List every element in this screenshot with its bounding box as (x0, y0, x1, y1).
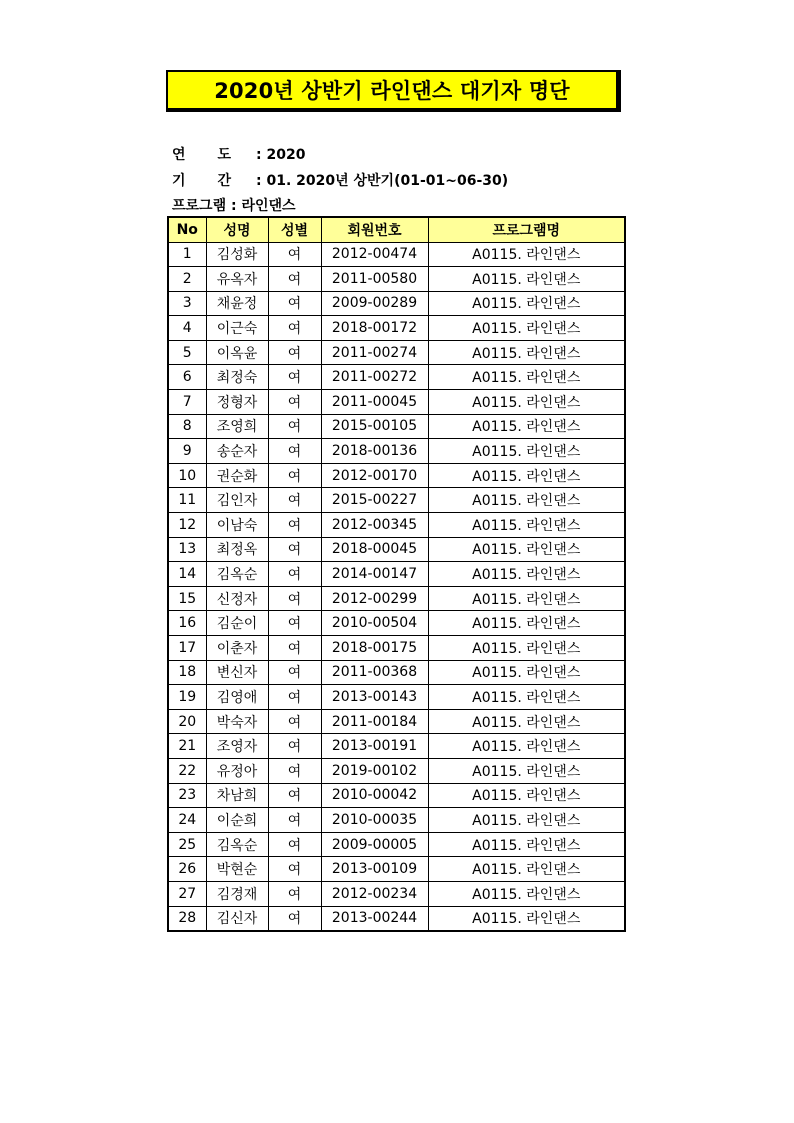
cell-name: 김성화 (206, 242, 268, 267)
cell-gender: 여 (268, 267, 321, 292)
cell-member-id: 2011-00272 (321, 365, 428, 390)
cell-name: 유옥자 (206, 267, 268, 292)
cell-member-id: 2013-00191 (321, 734, 428, 759)
cell-program: A0115. 라인댄스 (428, 906, 625, 931)
cell-member-id: 2018-00136 (321, 439, 428, 464)
cell-no: 22 (168, 758, 206, 783)
cell-member-id: 2019-00102 (321, 758, 428, 783)
table-row (168, 242, 625, 267)
cell-no: 5 (168, 340, 206, 365)
cell-program: A0115. 라인댄스 (428, 611, 625, 636)
cell-name: 신정자 (206, 586, 268, 611)
table-row (168, 709, 625, 734)
table-row (168, 414, 625, 439)
cell-name: 김신자 (206, 906, 268, 931)
header-no: No (168, 217, 206, 242)
cell-no: 26 (168, 857, 206, 882)
cell-name: 변신자 (206, 660, 268, 685)
cell-program: A0115. 라인댄스 (428, 808, 625, 833)
period-label-2: 간 (217, 173, 232, 189)
cell-name: 최정옥 (206, 537, 268, 562)
cell-program: A0115. 라인댄스 (428, 488, 625, 513)
cell-member-id: 2013-00109 (321, 857, 428, 882)
cell-name: 권순화 (206, 463, 268, 488)
table-row (168, 488, 625, 513)
table-row (168, 857, 625, 882)
cell-gender: 여 (268, 881, 321, 906)
table-row (168, 463, 625, 488)
table-row (168, 906, 625, 931)
cell-name: 김경재 (206, 881, 268, 906)
cell-program: A0115. 라인댄스 (428, 881, 625, 906)
cell-gender: 여 (268, 291, 321, 316)
cell-no: 2 (168, 267, 206, 292)
header-member-id: 회원번호 (321, 217, 428, 242)
cell-name: 박현순 (206, 857, 268, 882)
cell-no: 27 (168, 881, 206, 906)
cell-member-id: 2018-00175 (321, 636, 428, 661)
cell-member-id: 2011-00274 (321, 340, 428, 365)
cell-program: A0115. 라인댄스 (428, 562, 625, 587)
table-row (168, 390, 625, 415)
cell-gender: 여 (268, 660, 321, 685)
table-row (168, 832, 625, 857)
cell-gender: 여 (268, 734, 321, 759)
cell-program: A0115. 라인댄스 (428, 439, 625, 464)
table-row (168, 291, 625, 316)
cell-program: A0115. 라인댄스 (428, 685, 625, 710)
cell-no: 23 (168, 783, 206, 808)
table-row (168, 685, 625, 710)
cell-gender: 여 (268, 783, 321, 808)
table-row (168, 636, 625, 661)
cell-gender: 여 (268, 488, 321, 513)
cell-member-id: 2012-00299 (321, 586, 428, 611)
cell-no: 16 (168, 611, 206, 636)
period-value: : 01. 2020년 상반기(01-01~06-30) (256, 173, 509, 189)
cell-program: A0115. 라인댄스 (428, 291, 625, 316)
cell-program: A0115. 라인댄스 (428, 758, 625, 783)
table-row (168, 734, 625, 759)
table-row (168, 267, 625, 292)
cell-member-id: 2012-00345 (321, 513, 428, 538)
cell-program: A0115. 라인댄스 (428, 783, 625, 808)
cell-program: A0115. 라인댄스 (428, 414, 625, 439)
cell-name: 김옥순 (206, 562, 268, 587)
cell-member-id: 2011-00580 (321, 267, 428, 292)
period-label-1: 기 (172, 173, 186, 189)
cell-no: 28 (168, 906, 206, 931)
cell-program: A0115. 라인댄스 (428, 365, 625, 390)
cell-gender: 여 (268, 562, 321, 587)
cell-no: 17 (168, 636, 206, 661)
table-row (168, 660, 625, 685)
waitlist-table (167, 216, 626, 932)
table-row (168, 340, 625, 365)
cell-member-id: 2013-00244 (321, 906, 428, 931)
cell-gender: 여 (268, 390, 321, 415)
cell-gender: 여 (268, 586, 321, 611)
cell-member-id: 2018-00172 (321, 316, 428, 341)
program-label: 프로그램 (172, 198, 227, 214)
header-name: 성명 (206, 217, 268, 242)
year-value: : 2020 (256, 147, 306, 163)
cell-name: 차남희 (206, 783, 268, 808)
cell-member-id: 2012-00170 (321, 463, 428, 488)
period-line (172, 170, 508, 190)
cell-gender: 여 (268, 242, 321, 267)
cell-gender: 여 (268, 857, 321, 882)
table-row (168, 881, 625, 906)
cell-gender: 여 (268, 463, 321, 488)
cell-gender: 여 (268, 414, 321, 439)
cell-name: 김순이 (206, 611, 268, 636)
cell-name: 이근숙 (206, 316, 268, 341)
cell-name: 이순희 (206, 808, 268, 833)
cell-program: A0115. 라인댄스 (428, 832, 625, 857)
header-gender: 성별 (268, 217, 321, 242)
cell-member-id: 2012-00234 (321, 881, 428, 906)
cell-program: A0115. 라인댄스 (428, 340, 625, 365)
cell-name: 정형자 (206, 390, 268, 415)
cell-name: 조영자 (206, 734, 268, 759)
cell-no: 4 (168, 316, 206, 341)
cell-no: 21 (168, 734, 206, 759)
cell-member-id: 2011-00045 (321, 390, 428, 415)
cell-no: 15 (168, 586, 206, 611)
page-title: 2020년 상반기 라인댄스 대기자 명단 (166, 70, 621, 112)
cell-member-id: 2010-00504 (321, 611, 428, 636)
table-row (168, 365, 625, 390)
cell-no: 25 (168, 832, 206, 857)
cell-program: A0115. 라인댄스 (428, 636, 625, 661)
cell-no: 18 (168, 660, 206, 685)
cell-gender: 여 (268, 709, 321, 734)
cell-program: A0115. 라인댄스 (428, 857, 625, 882)
cell-no: 6 (168, 365, 206, 390)
cell-name: 박숙자 (206, 709, 268, 734)
header-program: 프로그램명 (428, 217, 625, 242)
cell-gender: 여 (268, 513, 321, 538)
table-row (168, 537, 625, 562)
cell-program: A0115. 라인댄스 (428, 734, 625, 759)
table-row (168, 562, 625, 587)
cell-no: 10 (168, 463, 206, 488)
cell-member-id: 2011-00368 (321, 660, 428, 685)
cell-gender: 여 (268, 316, 321, 341)
cell-name: 유정아 (206, 758, 268, 783)
table-row (168, 611, 625, 636)
cell-member-id: 2012-00474 (321, 242, 428, 267)
cell-no: 13 (168, 537, 206, 562)
cell-member-id: 2015-00227 (321, 488, 428, 513)
cell-gender: 여 (268, 832, 321, 857)
cell-no: 19 (168, 685, 206, 710)
cell-gender: 여 (268, 758, 321, 783)
cell-gender: 여 (268, 611, 321, 636)
cell-no: 11 (168, 488, 206, 513)
cell-no: 3 (168, 291, 206, 316)
cell-no: 9 (168, 439, 206, 464)
cell-no: 1 (168, 242, 206, 267)
table-row (168, 808, 625, 833)
cell-program: A0115. 라인댄스 (428, 267, 625, 292)
cell-name: 이옥윤 (206, 340, 268, 365)
cell-name: 이남숙 (206, 513, 268, 538)
cell-member-id: 2014-00147 (321, 562, 428, 587)
cell-member-id: 2009-00289 (321, 291, 428, 316)
cell-name: 조영희 (206, 414, 268, 439)
year-label-1: 연 (172, 147, 186, 163)
cell-name: 이춘자 (206, 636, 268, 661)
cell-name: 채윤정 (206, 291, 268, 316)
cell-no: 24 (168, 808, 206, 833)
cell-gender: 여 (268, 906, 321, 931)
cell-no: 8 (168, 414, 206, 439)
program-value: : 라인댄스 (230, 198, 296, 214)
table-row (168, 758, 625, 783)
cell-gender: 여 (268, 636, 321, 661)
cell-program: A0115. 라인댄스 (428, 463, 625, 488)
cell-program: A0115. 라인댄스 (428, 537, 625, 562)
cell-gender: 여 (268, 439, 321, 464)
cell-member-id: 2011-00184 (321, 709, 428, 734)
cell-name: 김옥순 (206, 832, 268, 857)
year-line (172, 144, 305, 164)
cell-gender: 여 (268, 365, 321, 390)
cell-gender: 여 (268, 808, 321, 833)
table-row (168, 439, 625, 464)
cell-member-id: 2010-00035 (321, 808, 428, 833)
cell-member-id: 2009-00005 (321, 832, 428, 857)
cell-name: 김영애 (206, 685, 268, 710)
cell-member-id: 2010-00042 (321, 783, 428, 808)
table-row (168, 316, 625, 341)
cell-gender: 여 (268, 685, 321, 710)
cell-gender: 여 (268, 537, 321, 562)
table-header-row (168, 217, 625, 242)
table-row (168, 513, 625, 538)
cell-no: 12 (168, 513, 206, 538)
cell-program: A0115. 라인댄스 (428, 513, 625, 538)
cell-member-id: 2018-00045 (321, 537, 428, 562)
cell-no: 14 (168, 562, 206, 587)
table-row (168, 783, 625, 808)
cell-program: A0115. 라인댄스 (428, 660, 625, 685)
cell-name: 김인자 (206, 488, 268, 513)
cell-member-id: 2013-00143 (321, 685, 428, 710)
year-label-2: 도 (217, 147, 232, 163)
cell-no: 20 (168, 709, 206, 734)
cell-member-id: 2015-00105 (321, 414, 428, 439)
table-row (168, 586, 625, 611)
cell-program: A0115. 라인댄스 (428, 316, 625, 341)
cell-program: A0115. 라인댄스 (428, 709, 625, 734)
cell-program: A0115. 라인댄스 (428, 390, 625, 415)
cell-gender: 여 (268, 340, 321, 365)
cell-program: A0115. 라인댄스 (428, 242, 625, 267)
program-line (172, 195, 296, 215)
cell-program: A0115. 라인댄스 (428, 586, 625, 611)
cell-name: 최정숙 (206, 365, 268, 390)
cell-name: 송순자 (206, 439, 268, 464)
cell-no: 7 (168, 390, 206, 415)
